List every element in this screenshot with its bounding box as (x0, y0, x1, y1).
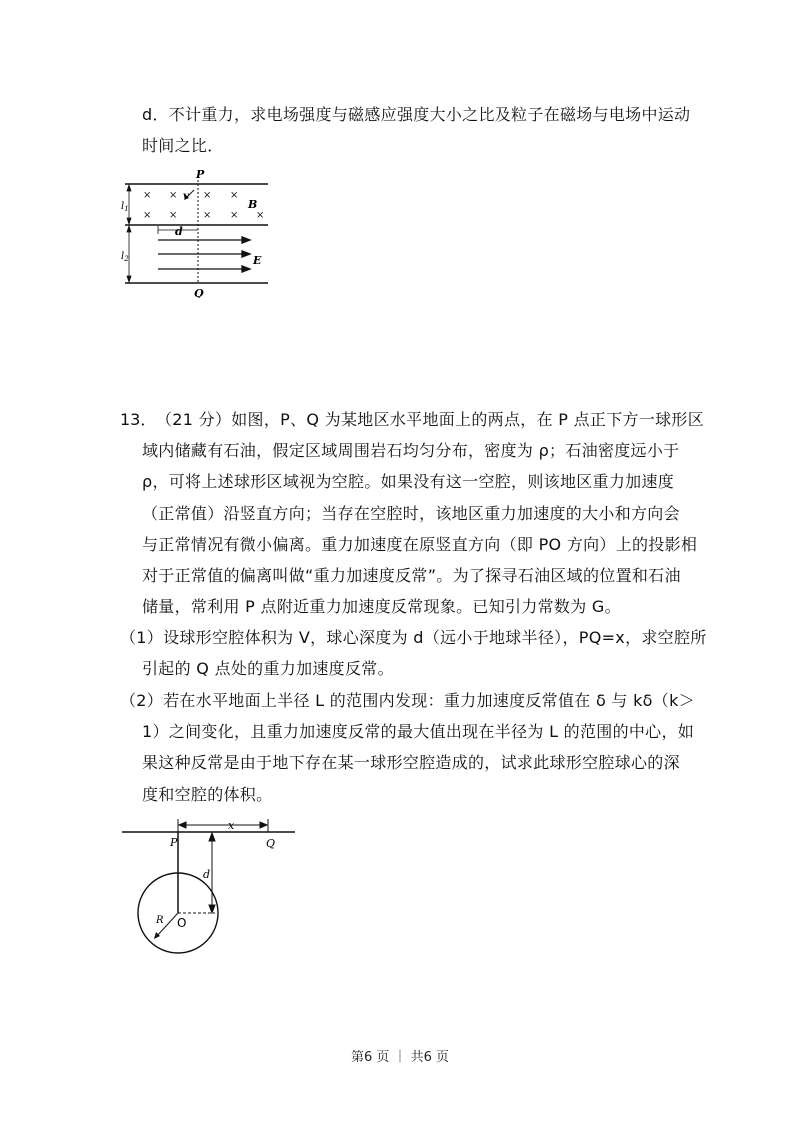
label-b: B (248, 198, 258, 211)
text-line: 度和空腔的体积。 (142, 784, 273, 804)
label-q: Q (194, 287, 204, 298)
page-footer: 第6 页 ｜ 共6 页 (350, 1050, 450, 1065)
text-line: （21 分）如图，P、Q 为某地区水平地面上的两点，在 P 点正下方一球形区 (156, 410, 704, 429)
text-line: 域内储藏有石油，假定区域周围岩石均匀分布，密度为 ρ；石油密度远小于 (142, 441, 680, 461)
text-line: 储量，常利用 P 点附近重力加速度反常现象。已知引力常数为 G。 (142, 597, 621, 617)
text-line: 引起的 Q 点处的重力加速度反常。 (142, 659, 394, 679)
label-q: Q (266, 837, 276, 850)
label-l1: $l_1$ (121, 201, 129, 213)
label-e: E (253, 254, 262, 267)
figure-field-regions (120, 168, 270, 298)
magnetic-field-marks (143, 190, 264, 221)
question-number: 13． (120, 410, 157, 429)
svg-text:×: × (169, 190, 178, 201)
text-line: 时间之比． (142, 136, 224, 156)
label-r: R (156, 915, 164, 926)
text-line: d．不计重力，求电场强度与磁感应强度大小之比及粒子在磁场与电场中运动 (142, 105, 691, 124)
label-p: P (170, 836, 178, 849)
text-line: 果这种反常是由于地下存在某一球形空腔造成的，试求此球形空腔球心的深 (142, 753, 680, 773)
label-d: d (203, 868, 211, 881)
text-line: 与正常情况有微小偏离。重力加速度在原竖直方向（即 PO 方向）上的投影相 (142, 534, 698, 554)
sub-question-1 (120, 622, 707, 684)
label-d: d (175, 225, 183, 238)
electric-field-arrows (158, 237, 250, 272)
label-v: v (183, 191, 189, 202)
svg-text:×: × (230, 210, 239, 221)
question-13-stem (142, 404, 704, 622)
label-p: P (196, 168, 205, 181)
label-x: x (228, 819, 235, 832)
text-line: （正常值）沿竖直方向；当存在空腔时，该地区重力加速度的大小和方向会 (142, 503, 680, 523)
x-dimension (178, 819, 268, 832)
text-line: 对于正常值的偏离叫做“重力加速度反常”。为了探寻石油区域的位置和石油 (142, 566, 681, 586)
svg-text:×: × (169, 210, 178, 221)
svg-text:×: × (203, 190, 212, 201)
svg-text:×: × (143, 190, 152, 201)
height-dimensions (127, 185, 131, 282)
text-line: ρ，可将上述球形区域视为空腔。如果没有这一空腔，则该地区重力加速度 (142, 472, 675, 492)
part-d-text (142, 99, 690, 161)
text-line: （1）设球形空腔体积为 V，球心深度为 d（远小于地球半径），PQ=x，求空腔所 (120, 628, 707, 647)
label-l2: $l_2$ (121, 251, 129, 263)
svg-text:×: × (230, 190, 239, 201)
text-line: 1）之间变化，且重力加速度反常的最大值出现在半径为 L 的范围的中心，如 (142, 722, 695, 742)
svg-text:×: × (143, 210, 152, 221)
label-o: O (177, 916, 187, 930)
figure-spherical-cavity (120, 815, 300, 955)
svg-text:×: × (256, 210, 265, 221)
svg-text:×: × (203, 210, 212, 221)
sub-question-2 (120, 685, 695, 810)
text-line: （2）若在水平地面上半径 L 的范围内发现：重力加速度反常值在 δ 与 kδ（k＞ (120, 691, 695, 710)
